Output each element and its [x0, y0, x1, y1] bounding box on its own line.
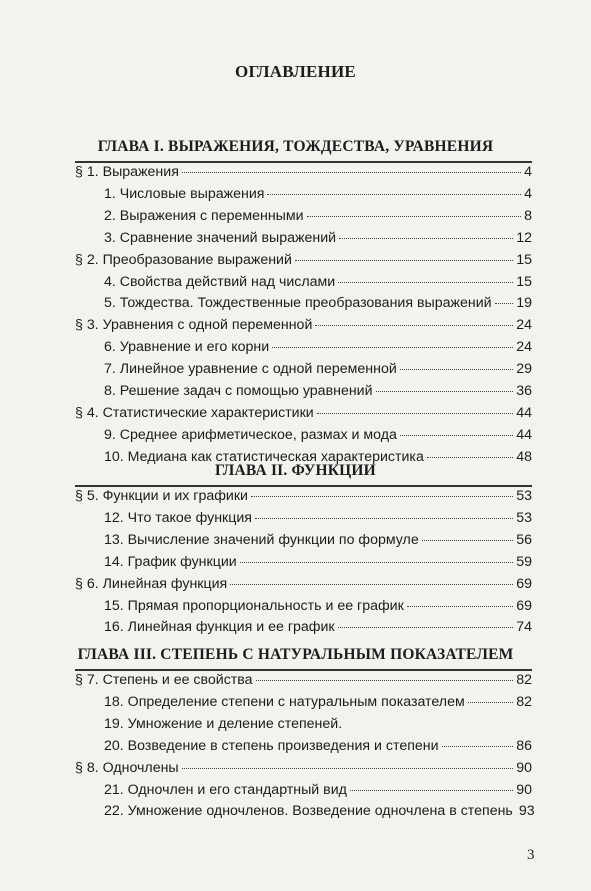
toc-section-entry[interactable] [75, 164, 532, 186]
toc-entry-label: 18. Определение степени с натуральным показателем [104, 693, 465, 710]
toc-entry-page: 4 [524, 164, 532, 180]
page-number: 3 [527, 847, 535, 863]
toc-entry-label: 3. Сравнение значений выражений [104, 229, 337, 246]
dot-leader [230, 583, 513, 585]
chapter-heading: ГЛАВА II. ФУНКЦИИ [215, 462, 376, 479]
toc-entry-page: 15 [516, 273, 532, 290]
toc-entry-page: 69 [516, 597, 532, 614]
dot-leader [339, 237, 513, 239]
chapter-heading: ГЛАВА I. ВЫРАЖЕНИЯ, ТОЖДЕСТВА, УРАВНЕНИЯ [97, 138, 494, 155]
toc-item-entry[interactable] [75, 803, 535, 825]
toc-entry-page: 82 [516, 693, 532, 710]
toc-entry-page: 53 [516, 488, 532, 504]
toc-entry-page: 44 [516, 426, 532, 443]
dot-leader [442, 745, 514, 747]
toc-entry-label: § 6. Линейная функция [75, 575, 228, 592]
toc-entry-page: 8 [524, 207, 532, 224]
dot-leader [400, 368, 513, 370]
chapter-rule [75, 485, 532, 487]
toc-item-entry[interactable] [75, 339, 532, 361]
toc-item-entry[interactable] [75, 361, 532, 383]
toc-entry-page: 53 [516, 509, 532, 526]
page-title: ОГЛАВЛЕНИЕ [235, 62, 356, 81]
toc-entry-label: § 4. Статистические характеристики [75, 404, 314, 421]
toc-entry-page: 93 [518, 803, 535, 820]
toc-item-entry[interactable] [75, 186, 532, 208]
dot-leader [338, 626, 514, 628]
toc-item-entry[interactable] [75, 782, 532, 804]
chapter-rule [75, 161, 532, 163]
dot-leader [317, 412, 514, 414]
toc-entry-page: 56 [516, 531, 532, 548]
toc-entry-label: 15. Прямая пропорциональность и ее график [104, 597, 404, 614]
toc-entry-page: 82 [516, 672, 532, 688]
toc-entry-page: 15 [516, 251, 532, 268]
toc-entry-page: 48 [516, 448, 532, 465]
toc-section-entry[interactable] [75, 576, 532, 598]
toc-entry-label: § 2. Преобразование выражений [75, 251, 292, 268]
dot-leader [376, 390, 514, 392]
toc-entry-label: 4. Свойства действий над числами [104, 273, 336, 290]
toc-entry-label: § 8. Одночлены [75, 759, 179, 776]
toc-entry-label: 13. Вычисление значений функции по формуле [104, 531, 419, 548]
toc-entry-label: 10. Медиана как статистическая характеристика [104, 448, 424, 465]
toc-entry-page: 69 [516, 575, 532, 592]
chapter-heading: ГЛАВА III. СТЕПЕНЬ С НАТУРАЛЬНЫМ ПОКАЗАТЕЛЕМ [77, 646, 514, 663]
toc-entry-page: 90 [516, 781, 532, 798]
toc-entry-label: 21. Одночлен и его стандартный вид [104, 781, 347, 798]
dot-leader [427, 456, 513, 458]
toc-entry-label: 19. Умножение и деление степеней. [104, 715, 343, 732]
toc-entry-page: 90 [516, 759, 532, 776]
toc-entry-label: 20. Возведение в степень произведения и степени [104, 737, 439, 754]
toc-entry-label: 14. График функции [104, 553, 237, 570]
toc-item-entry[interactable] [75, 619, 532, 641]
toc-item-entry[interactable] [75, 532, 532, 554]
dot-leader [307, 215, 522, 217]
toc-section-entry[interactable] [75, 405, 532, 427]
toc-item-entry[interactable] [75, 383, 532, 405]
toc-item-entry[interactable] [75, 230, 532, 252]
dot-leader [468, 701, 514, 703]
toc-entry-page: 59 [516, 553, 532, 570]
toc-entry-label: § 1. Выражения [75, 164, 179, 180]
toc-entry-page: 44 [516, 404, 532, 421]
toc-entry-page: 24 [516, 339, 532, 356]
toc-entry-label: 7. Линейное уравнение с одной переменной [104, 361, 397, 378]
toc-item-entry[interactable] [75, 208, 532, 230]
dot-leader [295, 259, 513, 261]
toc-entry-page: 29 [516, 361, 532, 378]
dot-leader [272, 346, 513, 348]
toc-item-entry[interactable] [75, 295, 532, 317]
toc-entry-page: 86 [516, 737, 532, 754]
toc-item-entry[interactable] [75, 694, 532, 716]
dot-leader [256, 679, 514, 681]
toc-item-entry[interactable] [75, 510, 532, 532]
toc-entry-page: 4 [524, 185, 532, 202]
toc-entry-label: 16. Линейная функция и ее график [104, 619, 335, 636]
toc-section-entry[interactable] [75, 252, 532, 274]
dot-leader [267, 193, 521, 195]
toc-entry-label: § 5. Функции и их графики [75, 488, 248, 504]
toc-item-entry[interactable] [75, 738, 532, 760]
dot-leader [182, 171, 521, 173]
dot-leader [338, 281, 513, 283]
toc-section-entry[interactable] [75, 488, 532, 510]
toc-entry-label: 2. Выражения с переменными [104, 207, 304, 224]
toc-entry-page: 36 [516, 383, 532, 399]
toc-section-entry[interactable] [75, 317, 532, 339]
toc-entry-label: 8. Решение задач с помощью уравнений [104, 383, 373, 399]
toc-item-entry[interactable] [75, 598, 532, 620]
dot-leader [240, 561, 514, 563]
toc-entry-label: § 7. Степень и ее свойства [75, 672, 253, 688]
toc-entry-page: 74 [516, 619, 532, 636]
toc-section-entry[interactable] [75, 760, 532, 782]
dot-leader [495, 302, 514, 304]
toc-entry-label: 6. Уравнение и его корни [104, 339, 270, 356]
dot-leader [315, 324, 513, 326]
toc-item-entry[interactable] [75, 274, 532, 296]
dot-leader [407, 605, 513, 607]
dot-leader [422, 539, 513, 541]
dot-leader [182, 767, 514, 769]
toc-entry-label: 5. Тождества. Тождественные преобразования выражений [104, 295, 492, 312]
toc-item-entry[interactable] [75, 427, 532, 449]
dot-leader [251, 495, 513, 497]
toc-section-entry[interactable] [75, 672, 532, 694]
toc-item-entry[interactable] [75, 716, 532, 738]
dot-leader [255, 517, 513, 519]
dot-leader [400, 434, 513, 436]
toc-entry-label: § 3. Уравнения с одной переменной [75, 317, 313, 334]
toc-entry-label: 1. Числовые выражения [104, 185, 265, 202]
toc-entry-page: 24 [516, 317, 532, 334]
toc-entry-page: 12 [516, 229, 532, 246]
toc-item-entry[interactable] [75, 554, 532, 576]
toc-entry-label: 9. Среднее арифметическое, размах и мода [104, 426, 397, 443]
dot-leader [350, 789, 513, 791]
toc-entry-page: 19 [516, 295, 532, 312]
chapter-rule [75, 669, 532, 671]
toc-entry-label: 12. Что такое функция [104, 509, 252, 526]
toc-entry-label: 22. Умножение одночленов. Возведение одночлена в степень [104, 803, 513, 820]
